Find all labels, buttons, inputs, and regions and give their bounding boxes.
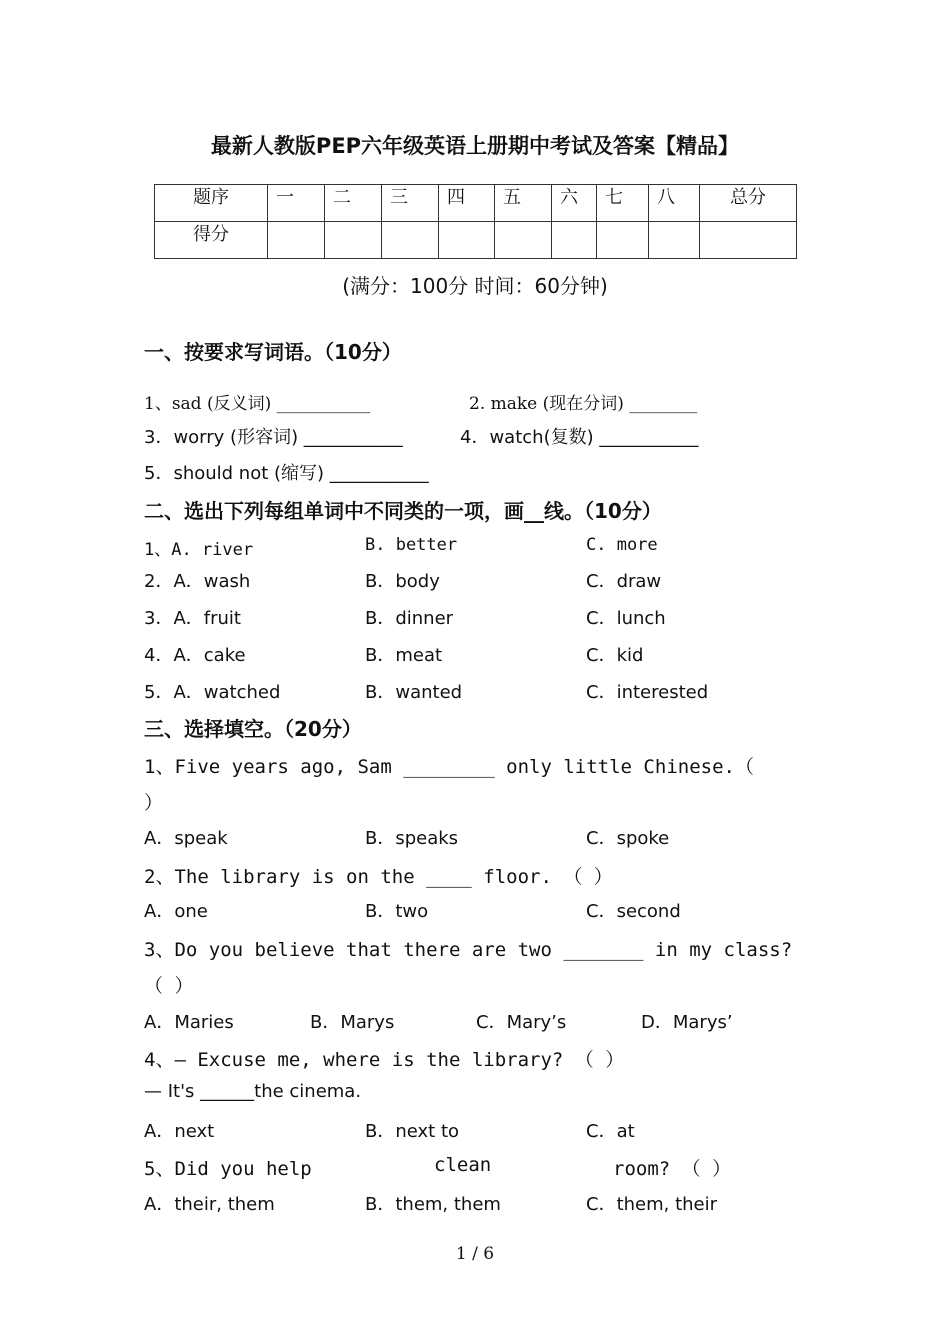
section2-row3-option-b: B．dinner xyxy=(365,608,454,629)
section1-question-5: 5．should not (缩写) ___________ xyxy=(144,463,429,484)
section2-row1-option-a: 1、A. river xyxy=(144,540,254,560)
section2-row3-option-c: C．lunch xyxy=(586,608,666,629)
section3-q3-option-c: C．Mary’s xyxy=(476,1012,567,1033)
score-cell-8: 八 xyxy=(649,185,700,222)
section3-q4-option-a: A．next xyxy=(144,1121,215,1142)
section1-question-1: 1、sad (反义词) ___________ xyxy=(144,394,371,414)
section3-q3-option-d: D．Marys’ xyxy=(641,1012,733,1033)
score-input-6[interactable] xyxy=(552,222,597,259)
section3-q4-option-c: C．at xyxy=(586,1121,635,1142)
exam-info: (满分：100分 时间：60分钟) xyxy=(342,274,608,298)
section3-q1-option-a: A．speak xyxy=(144,828,228,849)
section2-heading: 二、选出下列每组单词中不同类的一项，画__线。（10分） xyxy=(144,499,662,523)
section3-question-4-line1: 4、— Excuse me, where is the library? （ ） xyxy=(144,1049,625,1071)
section3-q3-option-a: A．Maries xyxy=(144,1012,234,1033)
section3-question-5-part1: 5、Did you help xyxy=(144,1158,312,1180)
section1-heading: 一、按要求写词语。（10分） xyxy=(144,340,402,364)
section2-row3-option-a: 3．A．fruit xyxy=(144,608,241,629)
section3-q5-option-c: C．them, their xyxy=(586,1194,718,1215)
section1-question-4: 4．watch(复数) ___________ xyxy=(460,427,699,448)
section3-question-5-part2: clean xyxy=(434,1154,492,1176)
section3-question-5-part3: room? （ ） xyxy=(613,1158,732,1180)
section3-question-3-line2: （ ） xyxy=(144,975,194,997)
section3-q1-option-b: B．speaks xyxy=(365,828,459,849)
section2-row5-option-a: 5．A．watched xyxy=(144,682,281,703)
section3-question-3-line1: 3、Do you believe that there are two _______ in my class? xyxy=(144,939,793,961)
score-table-header-row xyxy=(155,185,797,222)
score-row-label: 得分 xyxy=(155,222,268,259)
section3-question-2: 2、The library is on the ____ floor. （ ） xyxy=(144,866,613,888)
section2-row2-option-b: B．body xyxy=(365,571,440,592)
score-input-8[interactable] xyxy=(649,222,700,259)
section3-q2-option-a: A．one xyxy=(144,901,208,922)
score-cell-7: 七 xyxy=(597,185,649,222)
section3-question-4-line2: — It's ______the cinema. xyxy=(144,1081,362,1102)
section3-q2-option-b: B．two xyxy=(365,901,429,922)
section3-q4-option-b: B．next to xyxy=(365,1121,460,1142)
score-table xyxy=(154,184,797,259)
score-cell-3: 三 xyxy=(382,185,439,222)
section3-question-1-line1: 1、Five years ago, Sam ________ only little Chinese.（ xyxy=(144,756,754,778)
page-number: 1 / 6 xyxy=(455,1244,495,1264)
section3-question-1-line2: ） xyxy=(144,792,164,814)
section2-row1-option-c: C. more xyxy=(586,535,658,555)
section3-q2-option-c: C．second xyxy=(586,901,681,922)
section2-row2-option-a: 2．A．wash xyxy=(144,571,251,592)
score-input-5[interactable] xyxy=(495,222,552,259)
score-cell-2: 二 xyxy=(325,185,382,222)
section3-q3-option-b: B．Marys xyxy=(310,1012,395,1033)
section3-q5-option-b: B．them, them xyxy=(365,1194,501,1215)
section3-q1-option-c: C．spoke xyxy=(586,828,670,849)
score-input-4[interactable] xyxy=(439,222,495,259)
section2-row5-option-b: B．wanted xyxy=(365,682,463,703)
score-cell-total: 总分 xyxy=(700,185,797,222)
score-input-7[interactable] xyxy=(597,222,649,259)
section2-row1-option-b: B. better xyxy=(365,535,458,555)
section3-q5-option-a: A．their, them xyxy=(144,1194,275,1215)
section2-row4-option-b: B．meat xyxy=(365,645,443,666)
section2-row2-option-c: C．draw xyxy=(586,571,662,592)
score-cell-4: 四 xyxy=(439,185,495,222)
score-cell-5: 五 xyxy=(495,185,552,222)
document-title: 最新人教版PEP六年级英语上册期中考试及答案【精品】 xyxy=(210,134,740,158)
section1-question-3: 3．worry (形容词) ___________ xyxy=(144,427,403,448)
section3-heading: 三、选择填空。（20分） xyxy=(144,717,362,741)
section2-row4-option-c: C．kid xyxy=(586,645,644,666)
score-input-total[interactable] xyxy=(700,222,797,259)
score-table-score-row xyxy=(155,222,797,259)
score-input-3[interactable] xyxy=(382,222,439,259)
score-input-1[interactable] xyxy=(268,222,325,259)
score-input-2[interactable] xyxy=(325,222,382,259)
score-cell-6: 六 xyxy=(552,185,597,222)
section2-row4-option-a: 4．A．cake xyxy=(144,645,246,666)
section2-row5-option-c: C．interested xyxy=(586,682,709,703)
score-cell-label: 题序 xyxy=(155,185,268,222)
score-cell-1: 一 xyxy=(268,185,325,222)
section1-question-2: 2. make (现在分词) ________ xyxy=(469,394,698,414)
